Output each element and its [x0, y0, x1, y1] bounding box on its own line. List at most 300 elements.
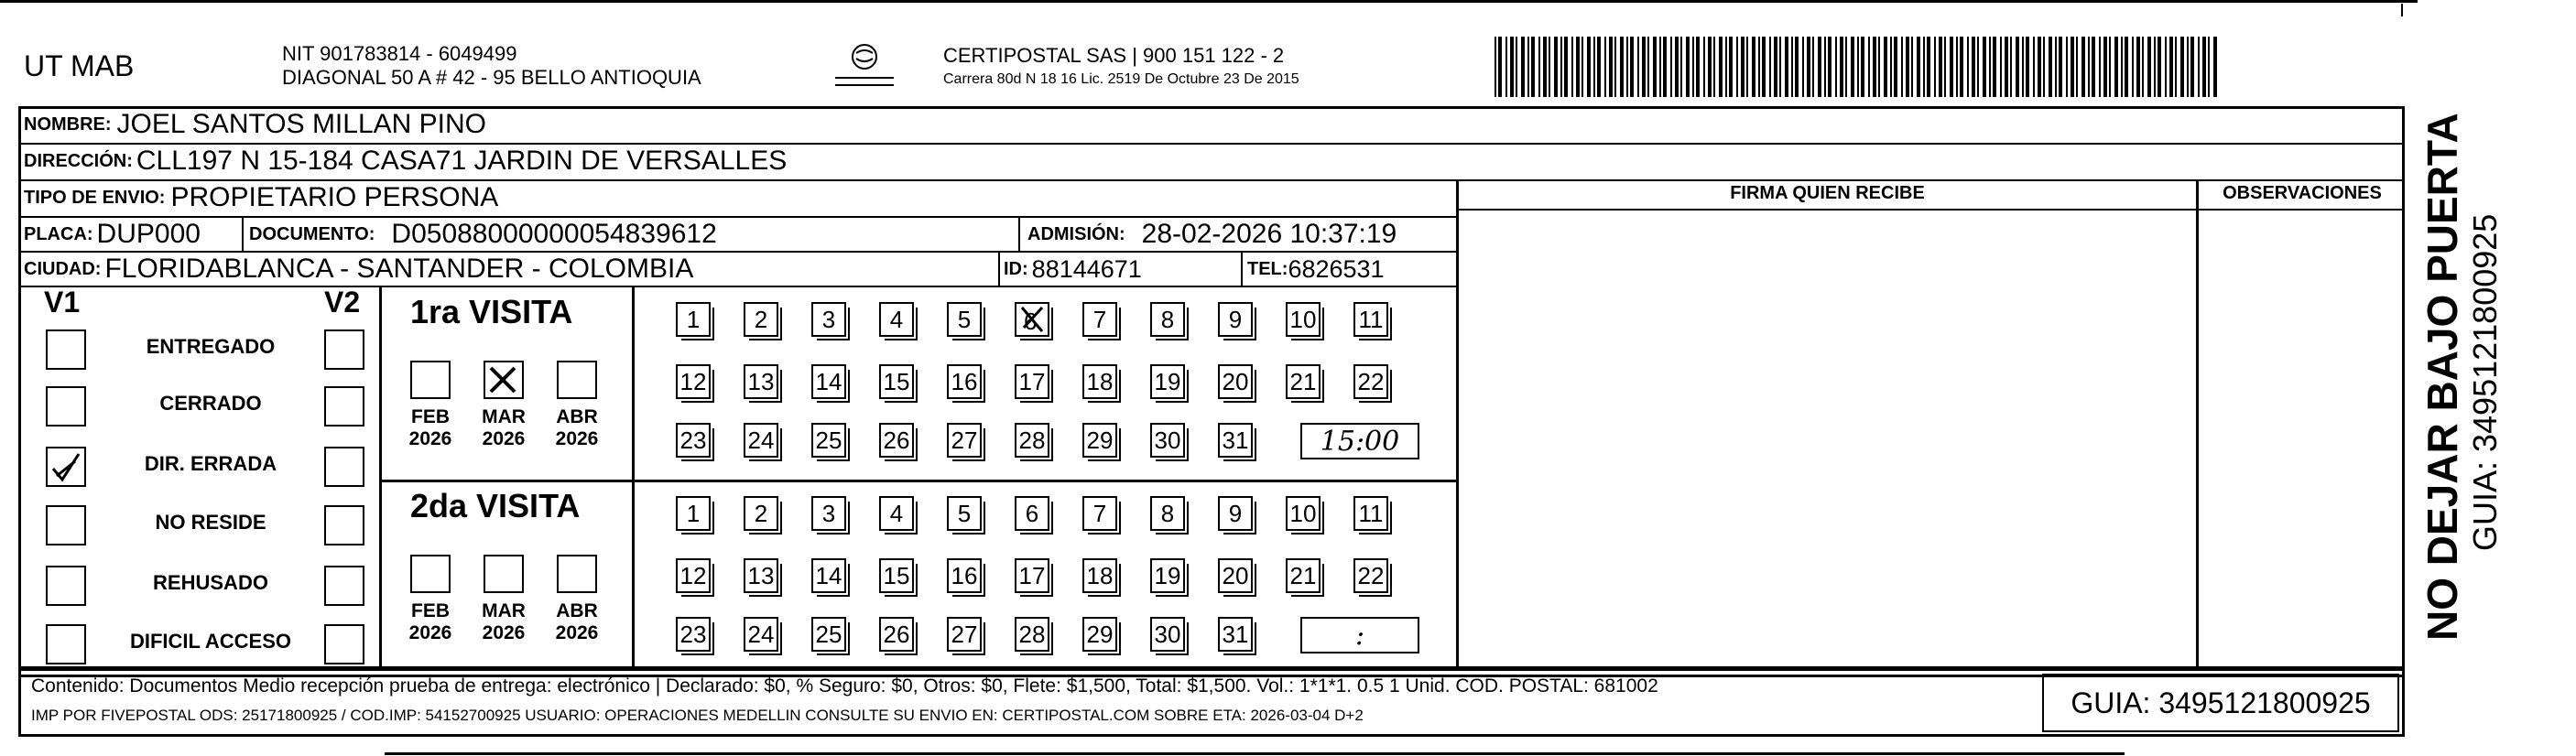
- barcode-bar: [1812, 37, 1814, 97]
- status-option-label: CERRADO: [159, 392, 262, 415]
- day-box[interactable]: 11: [1353, 496, 1388, 531]
- barcode-bar: [1923, 37, 1925, 97]
- month-name: FEB: [411, 600, 450, 621]
- day-box[interactable]: 23: [676, 423, 711, 458]
- id-label: ID:: [1004, 258, 1028, 279]
- barcode-bar: [1505, 37, 1507, 97]
- observations-divider: [2196, 179, 2199, 668]
- signature-header: FIRMA QUIEN RECIBE: [1730, 183, 1925, 203]
- barcode-bar: [1696, 37, 1700, 97]
- barcode-bar: [1653, 37, 1657, 97]
- side-notice: NO DEJAR BAJO PUERTA: [2418, 113, 2466, 641]
- barcode-bar: [2202, 37, 2206, 97]
- day-box[interactable]: 25: [811, 423, 846, 458]
- v2-checkbox[interactable]: [324, 566, 364, 606]
- barcode-bar: [2154, 37, 2156, 97]
- footer-guia: GUIA: 3495121800925: [2071, 686, 2371, 719]
- day-box[interactable]: 28: [1015, 423, 1049, 458]
- month-checkbox[interactable]: [410, 361, 451, 399]
- day-box[interactable]: 19: [1150, 558, 1185, 593]
- col-line: [998, 251, 1000, 287]
- barcode-bar: [1659, 37, 1661, 97]
- row-id: [1004, 253, 1142, 286]
- barcode-bar: [1835, 37, 1837, 97]
- month-checkbox[interactable]: [557, 361, 597, 399]
- day-box[interactable]: 3: [811, 496, 846, 531]
- barcode-bar: [1736, 37, 1738, 97]
- day-box[interactable]: 15: [879, 558, 914, 593]
- day-box[interactable]: 5: [947, 302, 982, 337]
- day-box[interactable]: 10: [1286, 496, 1321, 531]
- day-box[interactable]: 18: [1082, 558, 1117, 593]
- day-box[interactable]: 12: [676, 558, 711, 593]
- month-label: [403, 600, 458, 644]
- month-name: MAR: [482, 600, 526, 621]
- document-value: D05088000000054839612: [391, 219, 717, 249]
- barcode-bar: [1692, 37, 1694, 97]
- v2-checkbox[interactable]: [324, 386, 364, 427]
- barcode-bar: [2121, 37, 2123, 97]
- barcode-bar: [2208, 37, 2210, 97]
- status-divider: [379, 286, 382, 668]
- barcode-bar: [2180, 37, 2184, 97]
- barcode-bar: [1779, 37, 1781, 97]
- barcode-bar: [2169, 37, 2173, 97]
- time-box[interactable]: 15:00: [1300, 423, 1419, 459]
- visit1-title: 1ra VISITA: [410, 293, 573, 330]
- day-box[interactable]: 9: [1218, 302, 1253, 337]
- v2-checkbox[interactable]: [324, 505, 364, 545]
- recipient-address: CLL197 N 15-184 CASA71 JARDIN DE VERSALLES: [136, 146, 788, 176]
- carrier-name: CERTIPOSTAL SAS | 900 151 122 - 2: [943, 44, 1285, 67]
- barcode-bar: [2005, 37, 2008, 97]
- barcode-bar: [1543, 37, 1547, 97]
- tel-label: TEL:: [1247, 258, 1288, 279]
- barcode-bar: [1560, 37, 1562, 97]
- tel-value: 6826531: [1288, 254, 1385, 283]
- month-label: [549, 600, 604, 644]
- barcode-bar: [1609, 37, 1613, 97]
- v2-label: V2: [324, 286, 361, 319]
- barcode-bar: [2190, 37, 2194, 97]
- status-option-label: DIFICIL ACCESO: [129, 630, 291, 653]
- day-box[interactable]: 21: [1286, 558, 1321, 593]
- barcode-bar: [1956, 37, 1958, 97]
- barcode-bar: [2213, 37, 2217, 97]
- time-box[interactable]: :: [1300, 617, 1419, 653]
- day-box[interactable]: 14: [811, 364, 846, 399]
- day-box-marked[interactable]: [1015, 302, 1049, 337]
- day-box[interactable]: 14: [811, 558, 846, 593]
- barcode-bar: [1758, 37, 1760, 97]
- footer-bottom: [18, 734, 2405, 737]
- barcode-bar: [1873, 37, 1876, 97]
- v1-label: V1: [44, 286, 81, 319]
- barcode-bar: [1960, 37, 1963, 97]
- observations-header: OBSERVACIONES: [2223, 183, 2382, 203]
- month-name: ABR: [556, 600, 598, 621]
- barcode-bar: [1818, 37, 1821, 97]
- barcode-bar: [1927, 37, 1930, 97]
- barcode: [1495, 37, 2227, 97]
- barcode-bar: [1972, 37, 1975, 97]
- barcode-bar: [1708, 37, 1712, 97]
- barcode-bar: [1989, 37, 1991, 97]
- id-value: 88144671: [1031, 254, 1142, 283]
- barcode-bar: [2071, 37, 2074, 97]
- row-document: [249, 218, 717, 251]
- day-box[interactable]: 7: [1082, 302, 1117, 337]
- barcode-bar: [1878, 37, 1880, 97]
- visit-divider: [632, 286, 635, 668]
- v1-checkbox[interactable]: [46, 386, 86, 427]
- col-line: [1241, 251, 1243, 287]
- checkmark-icon: [48, 448, 84, 485]
- svg-text:6: 6: [1024, 308, 1038, 335]
- barcode-bar: [1587, 37, 1591, 97]
- barcode-bar: [1554, 37, 1558, 97]
- name-label: NOMBRE:: [24, 113, 112, 135]
- barcode-bar: [1663, 37, 1667, 97]
- barcode-bar: [1785, 37, 1788, 97]
- month-name: FEB: [411, 406, 450, 427]
- barcode-bar: [1703, 37, 1705, 97]
- month-year: 2026: [482, 622, 526, 643]
- day-box[interactable]: 1: [676, 496, 711, 531]
- barcode-bar: [1791, 37, 1793, 97]
- barcode-bar: [1868, 37, 1870, 97]
- barcode-bar: [1762, 37, 1766, 97]
- barcode-bar: [1593, 37, 1595, 97]
- day-box[interactable]: 16: [947, 364, 982, 399]
- day-box[interactable]: 27: [947, 423, 982, 458]
- barcode-bar: [2187, 37, 2189, 97]
- month-year: 2026: [408, 622, 452, 643]
- barcode-bar: [2142, 37, 2144, 97]
- bottom-rule: [385, 752, 2125, 755]
- day-box[interactable]: 31: [1218, 617, 1253, 652]
- month-checkbox[interactable]: [557, 555, 597, 593]
- day-box[interactable]: 4: [879, 302, 914, 337]
- status-option-label: REHUSADO: [153, 571, 268, 594]
- barcode-bar: [1894, 37, 1897, 97]
- barcode-bar: [1828, 37, 1831, 97]
- month-year: 2026: [555, 622, 599, 643]
- barcode-bar: [1977, 37, 1979, 97]
- v1-checkbox[interactable]: [46, 624, 86, 664]
- day-box[interactable]: 7: [1082, 496, 1117, 531]
- type-label: TIPO DE ENVIO:: [24, 187, 166, 208]
- col-line: [1018, 216, 1020, 253]
- barcode-bar: [1729, 37, 1733, 97]
- document-label: DOCUMENTO:: [249, 223, 375, 244]
- day-box[interactable]: 22: [1353, 364, 1388, 399]
- city-label: CIUDAD:: [24, 258, 102, 279]
- barcode-bar: [1675, 37, 1679, 97]
- v1-checkbox[interactable]: [46, 329, 86, 370]
- barcode-bar: [1944, 37, 1946, 97]
- day-box[interactable]: 8: [1150, 496, 1185, 531]
- barcode-bar: [1807, 37, 1810, 97]
- day-box[interactable]: 26: [879, 423, 914, 458]
- barcode-bar: [1746, 37, 1748, 97]
- certipostal-logo: [828, 40, 901, 93]
- footer-imp: IMP POR FIVEPOSTAL ODS: 25171800925 / COD.IMP: 54152700925 USUARIO: OPERACIONES MEDELLIN CONSULTE SU ENVIO EN: CERTIPOSTAL.COM SOBRE ETA: 2026-03-04 D+2: [31, 707, 1364, 724]
- day-box[interactable]: 3: [811, 302, 846, 337]
- recipient-name: JOEL SANTOS MILLAN PINO: [116, 109, 486, 139]
- barcode-bar: [1571, 37, 1573, 97]
- barcode-bar: [2049, 37, 2052, 97]
- footer-guia-box: [2042, 674, 2399, 732]
- barcode-bar: [2092, 37, 2095, 97]
- barcode-bar: [1934, 37, 1936, 97]
- barcode-bar: [1861, 37, 1864, 97]
- admission-label: ADMISIÓN:: [1027, 223, 1125, 244]
- day-box[interactable]: 29: [1082, 617, 1117, 652]
- day-box[interactable]: 24: [744, 423, 778, 458]
- visit2-title: 2da VISITA: [410, 487, 581, 524]
- carrier-license: Carrera 80d N 18 16 Lic. 2519 De Octubre 23 De 2015: [943, 71, 1299, 87]
- barcode-bar: [2059, 37, 2062, 97]
- day-box[interactable]: 28: [1015, 617, 1049, 652]
- footer-right: [2402, 668, 2405, 736]
- x-mark-icon: [485, 362, 520, 397]
- barcode-bar: [1527, 37, 1529, 97]
- day-box[interactable]: 23: [676, 617, 711, 652]
- barcode-bar: [2038, 37, 2041, 97]
- month-checkbox[interactable]: [484, 555, 524, 593]
- barcode-bar: [1857, 37, 1859, 97]
- top-tick: [2401, 4, 2403, 16]
- barcode-bar: [1531, 37, 1535, 97]
- barcode-bar: [2088, 37, 2090, 97]
- day-box[interactable]: 30: [1150, 423, 1185, 458]
- barcode-bar: [1901, 37, 1903, 97]
- barcode-bar: [1630, 37, 1634, 97]
- shipping-type: PROPIETARIO PERSONA: [170, 182, 499, 212]
- row-line: [634, 480, 1456, 482]
- day-box[interactable]: 11: [1353, 302, 1388, 337]
- barcode-bar: [1670, 37, 1672, 97]
- day-box[interactable]: 15: [879, 364, 914, 399]
- day-box[interactable]: 24: [744, 617, 778, 652]
- admission-value: 28-02-2026 10:37:19: [1141, 219, 1397, 249]
- day-box[interactable]: 26: [879, 617, 914, 652]
- status-option-label: NO RESIDE: [155, 511, 266, 534]
- v1-checkbox[interactable]: [46, 505, 86, 545]
- barcode-bar: [2043, 37, 2045, 97]
- barcode-bar: [1824, 37, 1826, 97]
- barcode-bar: [1993, 37, 1996, 97]
- day-box[interactable]: 4: [879, 496, 914, 531]
- day-box[interactable]: 17: [1015, 558, 1049, 593]
- day-box[interactable]: 31: [1218, 423, 1253, 458]
- month-checkbox[interactable]: [484, 361, 524, 399]
- barcode-bar: [2066, 37, 2068, 97]
- plate-value: DUP000: [96, 219, 201, 249]
- day-box[interactable]: 5: [947, 496, 982, 531]
- barcode-bar: [1769, 37, 1771, 97]
- footer-content: Contenido: Documentos Medio recepción prueba de entrega: electrónico | Declarado: $0, % Seguro: $0, Otros: $0, Flete: $1,500, Total: $1,500. Vol.: 1*1*1. 0.5 1 Unid. COD. POSTAL: 681002: [31, 675, 1658, 697]
- barcode-bar: [2103, 37, 2107, 97]
- month-label: [403, 406, 458, 450]
- barcode-bar: [1795, 37, 1799, 97]
- day-box[interactable]: 17: [1015, 364, 1049, 399]
- barcode-bar: [1647, 37, 1649, 97]
- barcode-bar: [2132, 37, 2134, 97]
- row-line: [1456, 209, 2405, 211]
- barcode-bar: [1498, 37, 1502, 97]
- month-name: ABR: [556, 406, 598, 427]
- plate-label: PLACA:: [24, 223, 93, 244]
- barcode-bar: [1516, 37, 1517, 97]
- barcode-bar: [1564, 37, 1568, 97]
- day-box[interactable]: 16: [947, 558, 982, 593]
- barcode-bar: [1495, 37, 1496, 97]
- barcode-bar: [2165, 37, 2167, 97]
- barcode-bar: [1725, 37, 1727, 97]
- barcode-bar: [1890, 37, 1892, 97]
- v1-checkbox[interactable]: [46, 566, 86, 606]
- month-label: [476, 600, 531, 644]
- v2-checkbox[interactable]: [324, 447, 364, 487]
- day-box[interactable]: 19: [1150, 364, 1185, 399]
- barcode-bar: [2136, 37, 2140, 97]
- barcode-bar: [2000, 37, 2002, 97]
- barcode-bar: [1686, 37, 1690, 97]
- footer-left: [18, 668, 21, 736]
- barcode-bar: [2175, 37, 2177, 97]
- day-box[interactable]: 10: [1286, 302, 1321, 337]
- day-box[interactable]: 13: [744, 364, 778, 399]
- barcode-bar: [1713, 37, 1715, 97]
- row-type: [24, 181, 498, 214]
- month-year: 2026: [408, 428, 452, 449]
- day-box[interactable]: 6: [1015, 496, 1049, 531]
- row-tel: [1247, 253, 1385, 286]
- day-box[interactable]: 27: [947, 617, 982, 652]
- day-box[interactable]: 29: [1082, 423, 1117, 458]
- barcode-bar: [2081, 37, 2085, 97]
- month-label: [476, 406, 531, 450]
- company-address: DIAGONAL 50 A # 42 - 95 BELLO ANTIOQUIA: [282, 66, 701, 89]
- barcode-bar: [1917, 37, 1920, 97]
- company-nit: NIT 901783814 - 6049499: [282, 42, 517, 65]
- barcode-bar: [1741, 37, 1745, 97]
- barcode-bar: [1851, 37, 1854, 97]
- barcode-bar: [2022, 37, 2024, 97]
- row-plate: [24, 218, 201, 251]
- barcode-bar: [1637, 37, 1639, 97]
- barcode-bar: [1884, 37, 1887, 97]
- barcode-bar: [1802, 37, 1804, 97]
- barcode-bar: [1840, 37, 1843, 97]
- barcode-bar: [1967, 37, 1969, 97]
- day-box[interactable]: 2: [744, 302, 778, 337]
- day-box[interactable]: 13: [744, 558, 778, 593]
- barcode-bar: [1752, 37, 1755, 97]
- day-box[interactable]: 1: [676, 302, 711, 337]
- barcode-bar: [1939, 37, 1942, 97]
- crossed-day-icon: [1016, 304, 1048, 335]
- barcode-bar: [1845, 37, 1847, 97]
- day-box[interactable]: 30: [1150, 617, 1185, 652]
- barcode-bar: [1983, 37, 1986, 97]
- day-box[interactable]: 21: [1286, 364, 1321, 399]
- row-address: [24, 145, 787, 178]
- v2-checkbox[interactable]: [324, 329, 364, 370]
- day-box[interactable]: 12: [676, 364, 711, 399]
- day-box[interactable]: 9: [1218, 496, 1253, 531]
- v2-checkbox[interactable]: [324, 624, 364, 664]
- barcode-bar: [2198, 37, 2200, 97]
- barcode-bar: [1774, 37, 1777, 97]
- barcode-bar: [1906, 37, 1909, 97]
- barcode-bar: [2010, 37, 2012, 97]
- barcode-bar: [1620, 37, 1624, 97]
- barcode-bar: [2109, 37, 2111, 97]
- barcode-bar: [2125, 37, 2128, 97]
- barcode-bar: [1510, 37, 1514, 97]
- barcode-bar: [1581, 37, 1583, 97]
- day-box[interactable]: 8: [1150, 302, 1185, 337]
- barcode-bar: [2076, 37, 2078, 97]
- barcode-bar: [1549, 37, 1550, 97]
- month-year: 2026: [482, 428, 526, 449]
- footer-line: [18, 668, 2405, 671]
- day-box[interactable]: 25: [811, 617, 846, 652]
- company-name: UT MAB: [24, 49, 135, 82]
- top-border: [0, 0, 2418, 3]
- barcode-bar: [1576, 37, 1580, 97]
- barcode-bar: [1597, 37, 1601, 97]
- barcode-bar: [1911, 37, 1913, 97]
- status-option-label: ENTREGADO: [146, 335, 276, 358]
- month-checkbox[interactable]: [410, 555, 451, 593]
- row-admission: [1027, 218, 1397, 251]
- barcode-bar: [1614, 37, 1616, 97]
- day-box[interactable]: 20: [1218, 364, 1253, 399]
- day-box[interactable]: 18: [1082, 364, 1117, 399]
- city-value: FLORIDABLANCA - SANTANDER - COLOMBIA: [104, 254, 694, 284]
- day-box[interactable]: 20: [1218, 558, 1253, 593]
- month-name: MAR: [482, 406, 526, 427]
- row-name: [24, 108, 486, 141]
- month-label: [549, 406, 604, 450]
- barcode-bar: [1521, 37, 1525, 97]
- row-city: [24, 253, 693, 286]
- barcode-bar: [1642, 37, 1646, 97]
- v1-checkbox[interactable]: [46, 447, 86, 487]
- barcode-bar: [2158, 37, 2161, 97]
- barcode-bar: [2016, 37, 2019, 97]
- day-box[interactable]: 22: [1353, 558, 1388, 593]
- address-label: DIRECCIÓN:: [24, 150, 133, 171]
- barcode-bar: [1538, 37, 1540, 97]
- barcode-bar: [2033, 37, 2035, 97]
- barcode-bar: [2099, 37, 2101, 97]
- barcode-bar: [1604, 37, 1606, 97]
- barcode-bar: [1626, 37, 1628, 97]
- barcode-bar: [1950, 37, 1953, 97]
- barcode-bar: [1680, 37, 1682, 97]
- barcode-bar: [2026, 37, 2029, 97]
- col-line: [242, 216, 244, 253]
- barcode-bar: [2114, 37, 2118, 97]
- day-box[interactable]: 2: [744, 496, 778, 531]
- barcode-bar: [2147, 37, 2151, 97]
- status-option-label: DIR. ERRADA: [144, 452, 277, 475]
